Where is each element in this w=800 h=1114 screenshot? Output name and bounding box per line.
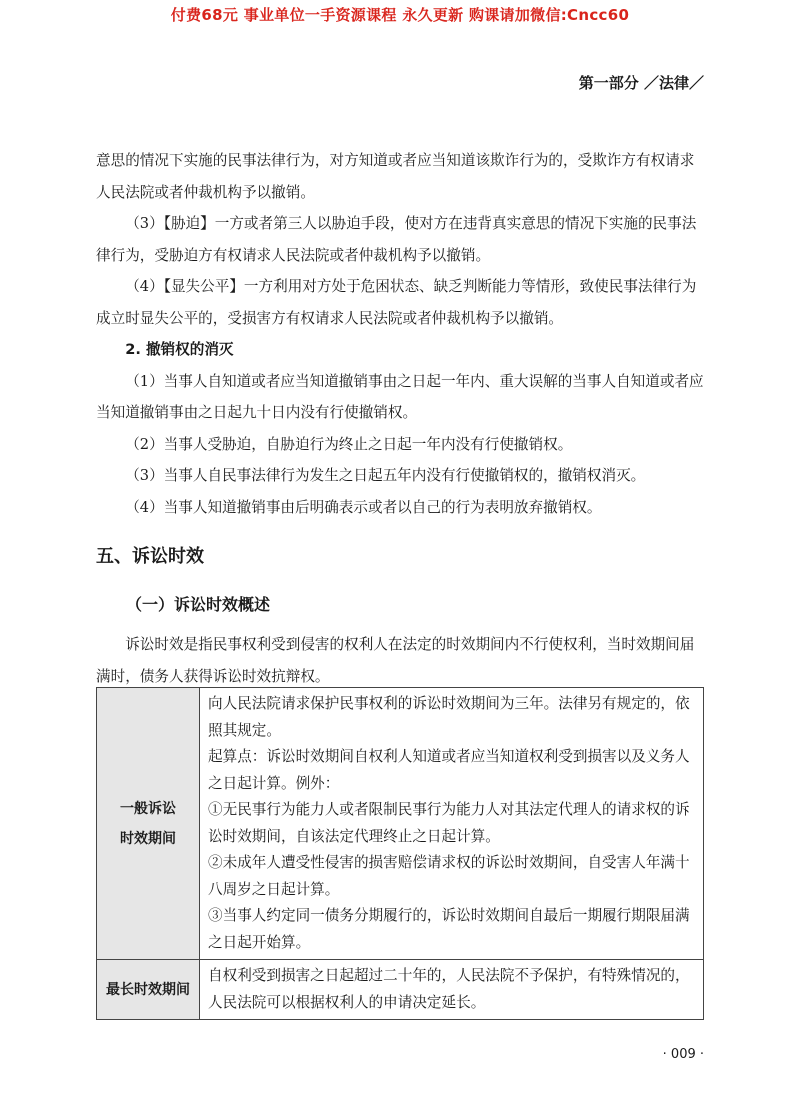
paragraph-extinction-1: （1）当事人自知道或者应当知道撤销事由之日起一年内、重大误解的当事人自知道或者应当知道撤销事由之日起九十日内没有行使撤销权。 [96,372,704,421]
paragraph-unfairness: （4）【显失公平】一方利用对方处于危困状态、缺乏判断能力等情形，致使民事法律行为成立时显失公平的，受损害方有权请求人民法院或者仲裁机构予以撤销。 [96,278,697,327]
content-line: 向人民法院请求保护民事权利的诉讼时效期间为三年。法律另有规定的，依照其规定。 [208,695,690,739]
paragraph-extinction-4: （4）当事人知道撤销事由后明确表示或者以自己的行为表明放弃撤销权。 [125,498,602,516]
paragraph-limitation-overview: 诉讼时效是指民事权利受到侵害的权利人在法定的时效期间内不行使权利，当时效期间届满时，债务人获得诉讼时效抗辩权。 [96,636,695,685]
section-title: 五、诉讼时效 [96,546,204,567]
content-line: ③当事人约定同一债务分期履行的，诉讼时效期间自最后一期履行期限届满之日起开始算。 [208,907,690,951]
paragraph-fraud: 意思的情况下实施的民事法律行为，对方知道或者应当知道该欺诈行为的，受欺诈方有权请求人民法院或者仲裁机构予以撤销。 [96,152,695,201]
main-body [96,145,704,692]
table-row [97,960,704,1020]
table-content-general-period [200,688,704,960]
table-label-max-period: 最长时效期间 [97,960,200,1020]
content-line: 自权利受到损害之日起超过二十年的，人民法院不予保护，有特殊情况的，人民法院可以根据权利人的申请决定延长。 [208,967,690,1011]
subheading-extinction: 2. 撤销权的消灭 [125,341,234,358]
paragraph-extinction-3: （3）当事人自民事法律行为发生之日起五年内没有行使撤销权的，撤销权消灭。 [125,467,646,484]
limitation-period-table [96,687,704,1020]
table-content-max-period [200,960,704,1020]
content-line: ①无民事行为能力人或者限制民事行为能力人对其法定代理人的请求权的诉讼时效期间，自该法定代理终止之日起计算。 [208,801,690,845]
label-line: 一般诉讼 [120,800,176,817]
table-row [97,688,704,960]
subsection-title: （一）诉讼时效概述 [126,595,271,614]
content-line: 起算点：诉讼时效期间自权利人知道或者应当知道权利受到损害以及义务人之日起计算。例外： [208,748,690,792]
paragraph-extinction-2: （2）当事人受胁迫，自胁迫行为终止之日起一年内没有行使撤销权。 [125,435,573,453]
page-number: · 009 · [662,1047,704,1062]
watermark-banner: 付费68元 事业单位一手资源课程 永久更新 购课请加微信:Cncc60 [170,6,630,24]
page-header-section: 第一部分 ／法律／ [578,74,704,92]
label-line: 时效期间 [120,830,176,847]
content-line: ②未成年人遭受性侵害的损害赔偿请求权的诉讼时效期间，自受害人年满十八周岁之日起计算。 [208,854,690,898]
table-label-general-period [97,688,200,960]
paragraph-duress: （3）【胁迫】一方或者第三人以胁迫手段，使对方在违背真实意思的情况下实施的民事法律行为，受胁迫方有权请求人民法院或者仲裁机构予以撤销。 [96,215,697,264]
